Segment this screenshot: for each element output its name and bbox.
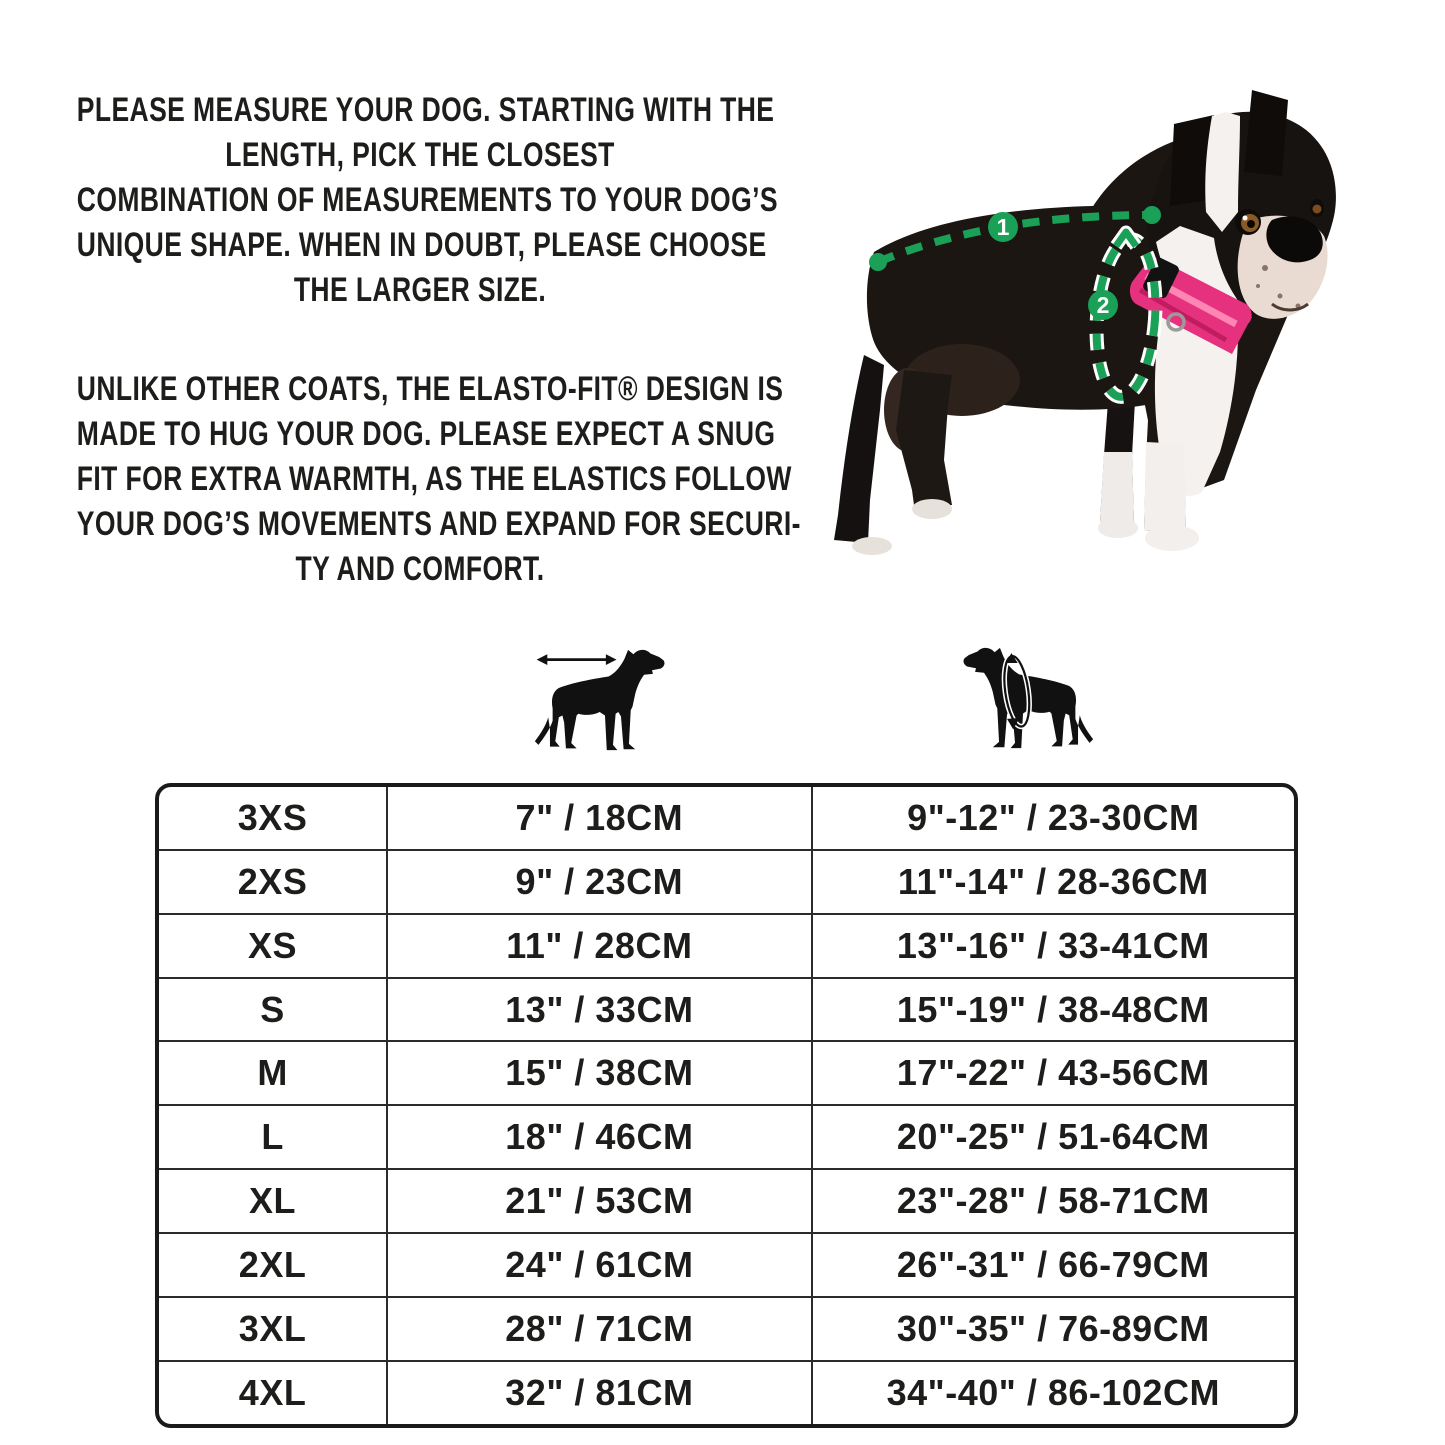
size-row <box>159 978 1294 1042</box>
size-row <box>159 1297 1294 1361</box>
fit-note <box>76 367 801 592</box>
size-cell: 2XL <box>159 1233 387 1297</box>
size-row <box>159 1361 1294 1424</box>
dog-length-icon <box>526 638 668 754</box>
measuring-instructions <box>76 88 778 313</box>
svg-text:1: 1 <box>996 214 1010 240</box>
dog-ear <box>1244 90 1288 176</box>
girth-cell: 20"-25" / 51-64CM <box>812 1105 1294 1169</box>
girth-cell: 11"-14" / 28-36CM <box>812 850 1294 914</box>
length-cell: 32" / 81CM <box>387 1361 811 1424</box>
size-row <box>159 1169 1294 1233</box>
size-cell: 3XS <box>159 787 387 850</box>
girth-cell: 9"-12" / 23-30CM <box>812 787 1294 850</box>
fit-note-line: TY AND COMFORT. <box>295 550 545 588</box>
instruction-line: UNIQUE SHAPE. WHEN IN DOUBT, PLEASE CHOOSE <box>76 226 767 264</box>
dog-measurement-photo <box>820 60 1400 560</box>
length-cell: 7" / 18CM <box>387 787 811 850</box>
instruction-line: COMBINATION OF MEASUREMENTS TO YOUR DOG’S <box>76 181 778 219</box>
size-chart <box>155 783 1298 1428</box>
length-cell: 24" / 61CM <box>387 1233 811 1297</box>
size-row <box>159 787 1294 850</box>
length-marker-badge <box>988 212 1018 242</box>
girth-cell: 13"-16" / 33-41CM <box>812 914 1294 978</box>
svg-text:2: 2 <box>1096 292 1110 318</box>
length-cell: 11" / 28CM <box>387 914 811 978</box>
length-line-end-dot <box>1143 206 1161 224</box>
size-cell: XL <box>159 1169 387 1233</box>
size-row <box>159 1041 1294 1105</box>
length-cell: 9" / 23CM <box>387 850 811 914</box>
girth-marker-badge <box>1088 290 1118 320</box>
size-row <box>159 1105 1294 1169</box>
boston-terrier-illustration <box>834 90 1336 555</box>
girth-cell: 17"-22" / 43-56CM <box>812 1041 1294 1105</box>
size-cell: XS <box>159 914 387 978</box>
size-row <box>159 1233 1294 1297</box>
size-cell: M <box>159 1041 387 1105</box>
instruction-line: PLEASE MEASURE YOUR DOG. STARTING WITH THE <box>76 91 775 129</box>
length-line-start-dot <box>869 253 887 271</box>
size-cell: L <box>159 1105 387 1169</box>
size-chart-table <box>159 787 1294 1424</box>
girth-cell: 34"-40" / 86-102CM <box>812 1361 1294 1424</box>
fit-note-line: UNLIKE OTHER COATS, THE ELASTO-FIT® DESIGN IS <box>76 370 784 408</box>
size-cell: 3XL <box>159 1297 387 1361</box>
girth-cell: 23"-28" / 58-71CM <box>812 1169 1294 1233</box>
size-row <box>159 850 1294 914</box>
dog-girth-icon <box>960 636 1102 752</box>
dog-silhouette <box>535 650 665 750</box>
size-row <box>159 914 1294 978</box>
length-cell: 13" / 33CM <box>387 978 811 1042</box>
instruction-line: THE LARGER SIZE. <box>293 271 547 309</box>
size-cell: 2XS <box>159 850 387 914</box>
length-cell: 28" / 71CM <box>387 1297 811 1361</box>
fit-note-line: MADE TO HUG YOUR DOG. PLEASE EXPECT A SNUG <box>76 415 776 453</box>
girth-cell: 30"-35" / 76-89CM <box>812 1297 1294 1361</box>
girth-cell: 15"-19" / 38-48CM <box>812 978 1294 1042</box>
girth-cell: 26"-31" / 66-79CM <box>812 1233 1294 1297</box>
length-cell: 21" / 53CM <box>387 1169 811 1233</box>
fit-note-line: YOUR DOG’S MOVEMENTS AND EXPAND FOR SECURI- <box>76 505 801 543</box>
fit-note-line: FIT FOR EXTRA WARMTH, AS THE ELASTICS FOLLOW <box>76 460 792 498</box>
length-arrow-icon <box>537 654 617 665</box>
size-cell: S <box>159 978 387 1042</box>
length-cell: 18" / 46CM <box>387 1105 811 1169</box>
instruction-line: LENGTH, PICK THE CLOSEST <box>225 136 615 174</box>
size-cell: 4XL <box>159 1361 387 1424</box>
length-cell: 15" / 38CM <box>387 1041 811 1105</box>
size-chart-body <box>159 787 1294 1424</box>
